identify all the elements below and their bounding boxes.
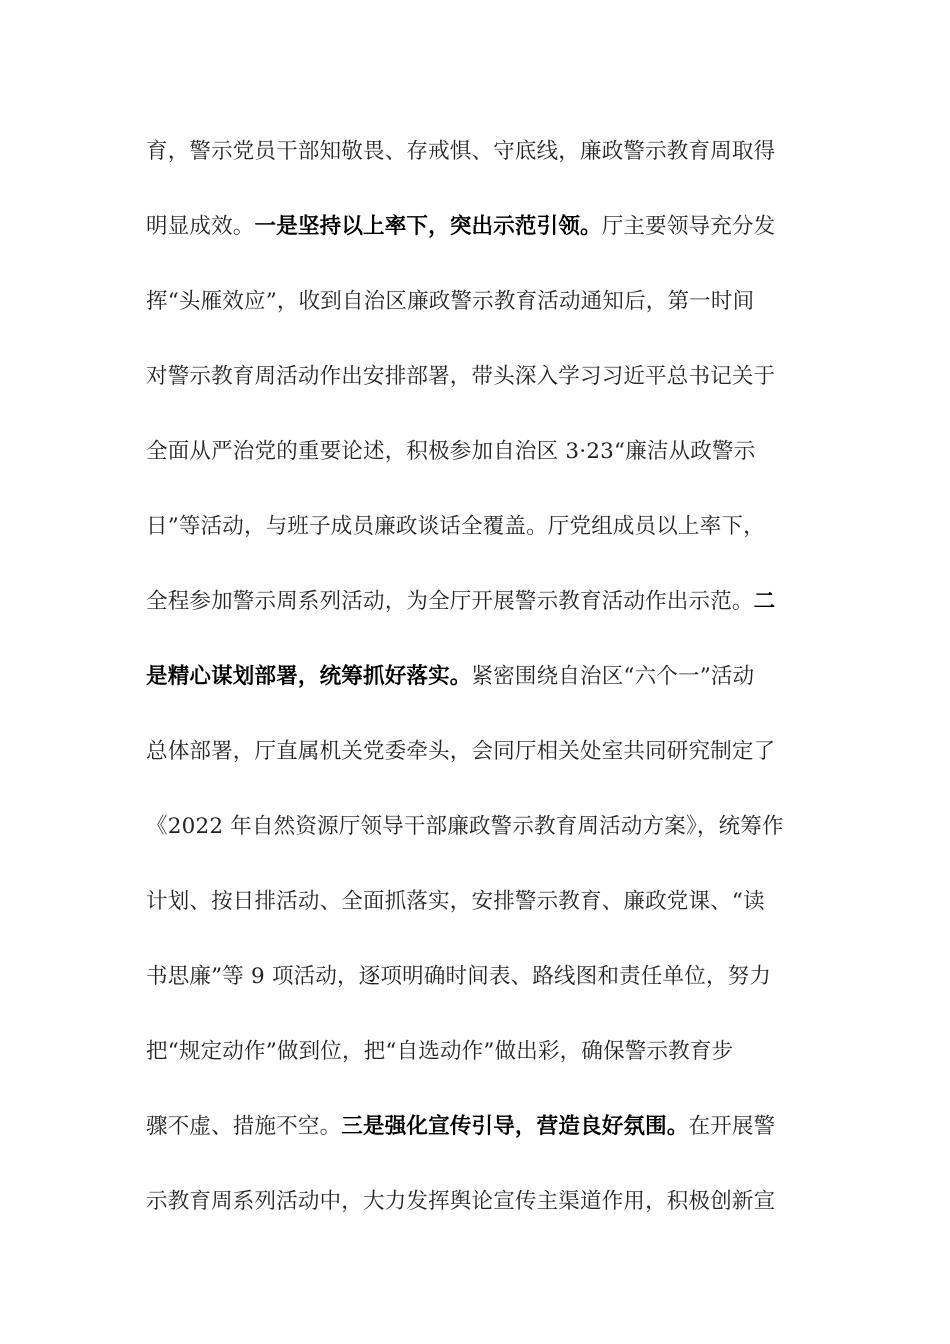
- text-line: [146, 876, 806, 951]
- text-run: 示教育周系列活动中，大力发挥舆论宣传主渠道作用，积极创新宣: [146, 1189, 776, 1214]
- text-run: 日”等活动，与班子成员廉政谈话全覆盖。厅党组成员以上率下，: [146, 514, 765, 539]
- text-line: [146, 1176, 806, 1251]
- text-line: [146, 726, 806, 801]
- body-text: [146, 126, 806, 1251]
- text-line: [146, 1026, 806, 1101]
- text-run: 挥“头雁效应”，收到自治区廉政警示教育活动通知后，第一时间: [146, 289, 755, 314]
- text-line: [146, 276, 806, 351]
- bold-heading-run: 一是坚持以上率下，突出示范引领。: [254, 214, 602, 239]
- text-run: 厅主要领导充分发: [601, 214, 776, 239]
- bold-heading-run: 二: [753, 589, 776, 614]
- text-run: 书思廉”等 9 项活动，逐项明确时间表、路线图和责任单位，努力: [146, 964, 772, 989]
- text-run: 全程参加警示周系列活动，为全厅开展警示教育活动作出示范。: [146, 589, 754, 614]
- text-run: 紧密围绕自治区“六个一”活动: [471, 664, 755, 689]
- text-line: [146, 651, 806, 726]
- text-run: 全面从严治党的重要论述，积极参加自治区 3·23“廉洁从政警示: [146, 439, 756, 464]
- text-run: 在开展警: [688, 1114, 776, 1139]
- text-line: [146, 426, 806, 501]
- bold-heading-run: 是精心谋划部署，统筹抓好落实。: [146, 664, 472, 689]
- text-line: [146, 1101, 806, 1176]
- text-line: [146, 501, 806, 576]
- text-run: 骤不虚、措施不空。: [146, 1114, 342, 1139]
- text-line: [146, 951, 806, 1026]
- text-line: [146, 201, 806, 276]
- text-run: 明显成效。: [146, 214, 255, 239]
- text-run: 计划、按日排活动、全面抓落实，安排警示教育、廉政党课、“读: [146, 889, 765, 914]
- text-run: 育，警示党员干部知敬畏、存戒惧、守底线，廉政警示教育周取得: [146, 139, 776, 164]
- bold-heading-run: 三是强化宣传引导，营造良好氛围。: [341, 1114, 689, 1139]
- text-run: 总体部署，厅直属机关党委牵头，会同厅相关处室共同研究制定了: [146, 739, 776, 764]
- text-run: 对警示教育周活动作出安排部署，带头深入学习习近平总书记关于: [146, 364, 776, 389]
- text-line: [146, 126, 806, 201]
- text-line: [146, 801, 806, 876]
- text-line: [146, 576, 806, 651]
- text-run: 把“规定动作”做到位，把“自选动作”做出彩，确保警示教育步: [146, 1039, 734, 1064]
- text-run: 《2022 年自然资源厅领导干部廉政警示教育周活动方案》，统筹作: [146, 814, 784, 839]
- text-line: [146, 351, 806, 426]
